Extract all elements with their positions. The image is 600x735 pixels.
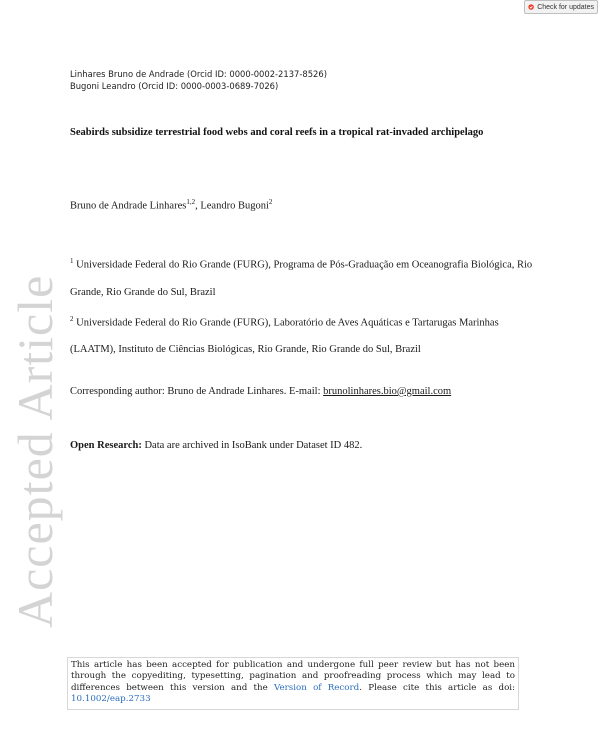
author-name: Leandro Bugoni: [200, 200, 269, 212]
version-of-record-link[interactable]: Version of Record: [274, 682, 360, 693]
orcid-line-2: Bugoni Leandro (Orcid ID: 0000-0003-0689-7026): [70, 81, 279, 91]
affiliation-text: Universidade Federal do Rio Grande (FURG), Programa de Pós-Graduação em Oceanografia Biológica, Rio Grande, Rio Grande do Sul, Brazil: [70, 259, 533, 298]
author-affiliation-marker: 2: [268, 198, 273, 206]
check-for-updates-button[interactable]: [524, 0, 598, 14]
affiliations: [70, 248, 540, 363]
notice-text-middle: . Please cite this article as doi:: [359, 682, 516, 693]
affiliation-text: Universidade Federal do Rio Grande (FURG), Laboratório de Aves Aquáticas e Tartarugas Marinhas (LAATM), Instituto de Ciências Biológicas, Rio Grande, Rio Grande do Sul, Brazil: [70, 317, 499, 355]
article-title: Seabirds subsidize terrestrial food webs and coral reefs in a tropical rat-invaded archipelago: [70, 127, 484, 138]
orcid-line-1: Linhares Bruno de Andrade (Orcid ID: 0000-0002-2137-8526): [70, 69, 327, 79]
author-separator: ,: [195, 200, 201, 212]
check-updates-label: Check for updates: [537, 3, 594, 11]
affiliation-item: [70, 248, 540, 306]
corresponding-prefix: Corresponding author: Bruno de Andrade Linhares. E-mail:: [70, 386, 324, 397]
open-research: [70, 440, 362, 451]
affiliation-number: 2: [70, 314, 74, 323]
author-affiliation-marker: 1,2: [186, 198, 196, 206]
orcid-block: [70, 68, 327, 92]
affiliation-item: [70, 306, 540, 364]
author-list: [70, 198, 272, 212]
accepted-article-watermark: Accepted Article: [7, 274, 63, 628]
notice-text: This article has been accepted for publication and undergone full peer review but has not been through the copyediting, typesetting, pagination and proofreading process which may lead to differences between this version and the: [71, 660, 515, 693]
check-updates-icon: [528, 3, 534, 11]
accepted-notice-box: [67, 657, 519, 710]
doi-link[interactable]: 10.1002/eap.2733: [71, 694, 151, 705]
open-research-label: Open Research:: [70, 440, 142, 451]
email-link[interactable]: brunolinhares.bio@gmail.com: [323, 386, 452, 397]
author-name: Bruno de Andrade Linhares: [70, 200, 187, 212]
affiliation-number: 1: [70, 257, 74, 265]
open-research-text: Data are archived in IsoBank under Dataset ID 482.: [141, 440, 363, 451]
corresponding-author: [70, 386, 451, 397]
